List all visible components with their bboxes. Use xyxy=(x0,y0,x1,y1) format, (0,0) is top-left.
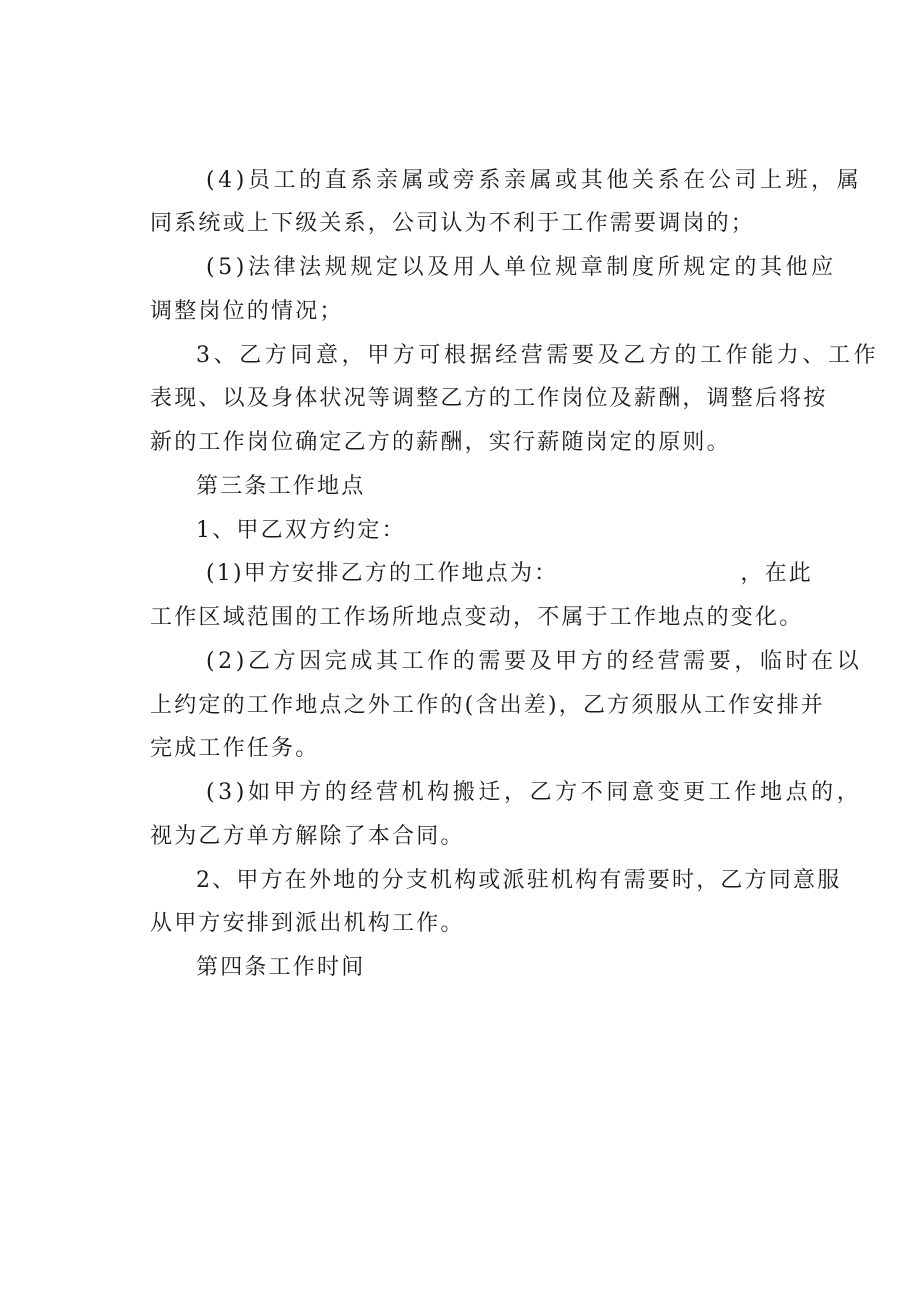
text-line: 3、乙方同意，甲方可根据经营需要及乙方的工作能力、工作 xyxy=(196,343,880,368)
text-line: 2、甲方在外地的分支机构或派驻机构有需要时，乙方同意服 xyxy=(196,868,842,893)
text-line: 工作区域范围的工作场所地点变动，不属于工作地点的变化。 xyxy=(150,605,804,630)
text-segment: ，在此 xyxy=(740,561,813,586)
text-line: (4)员工的直系亲属或旁系亲属或其他关系在公司上班，属 xyxy=(206,168,863,193)
section-heading: 第四条工作时间 xyxy=(196,955,366,980)
text-line xyxy=(206,559,813,589)
text-line: 从甲方安排到派出机构工作。 xyxy=(150,911,465,936)
text-segment: (1)甲方安排乙方的工作地点为： xyxy=(206,561,559,586)
text-line: 表现、以及身体状况等调整乙方的工作岗位及薪酬，调整后将按 xyxy=(150,386,828,411)
text-line: 完成工作任务。 xyxy=(150,736,320,761)
text-line: 同系统或上下级关系，公司认为不利于工作需要调岗的； xyxy=(150,211,756,236)
text-line: 1、甲乙双方约定： xyxy=(196,518,406,543)
section-heading: 第三条工作地点 xyxy=(196,474,366,499)
text-line: (3)如甲方的经营机构搬迁，乙方不同意变更工作地点的， xyxy=(206,780,863,805)
text-line: 调整岗位的情况； xyxy=(150,299,344,324)
text-line: 上约定的工作地点之外工作的(含出差)，乙方须服从工作安排并 xyxy=(150,693,825,718)
text-line: (5)法律法规规定以及用人单位规章制度所规定的其他应 xyxy=(206,255,837,280)
text-line: (2)乙方因完成其工作的需要及甲方的经营需要，临时在以 xyxy=(206,649,863,674)
text-line: 视为乙方单方解除了本合同。 xyxy=(150,824,465,849)
text-line: 新的工作岗位确定乙方的薪酬，实行薪随岗定的原则。 xyxy=(150,430,731,455)
